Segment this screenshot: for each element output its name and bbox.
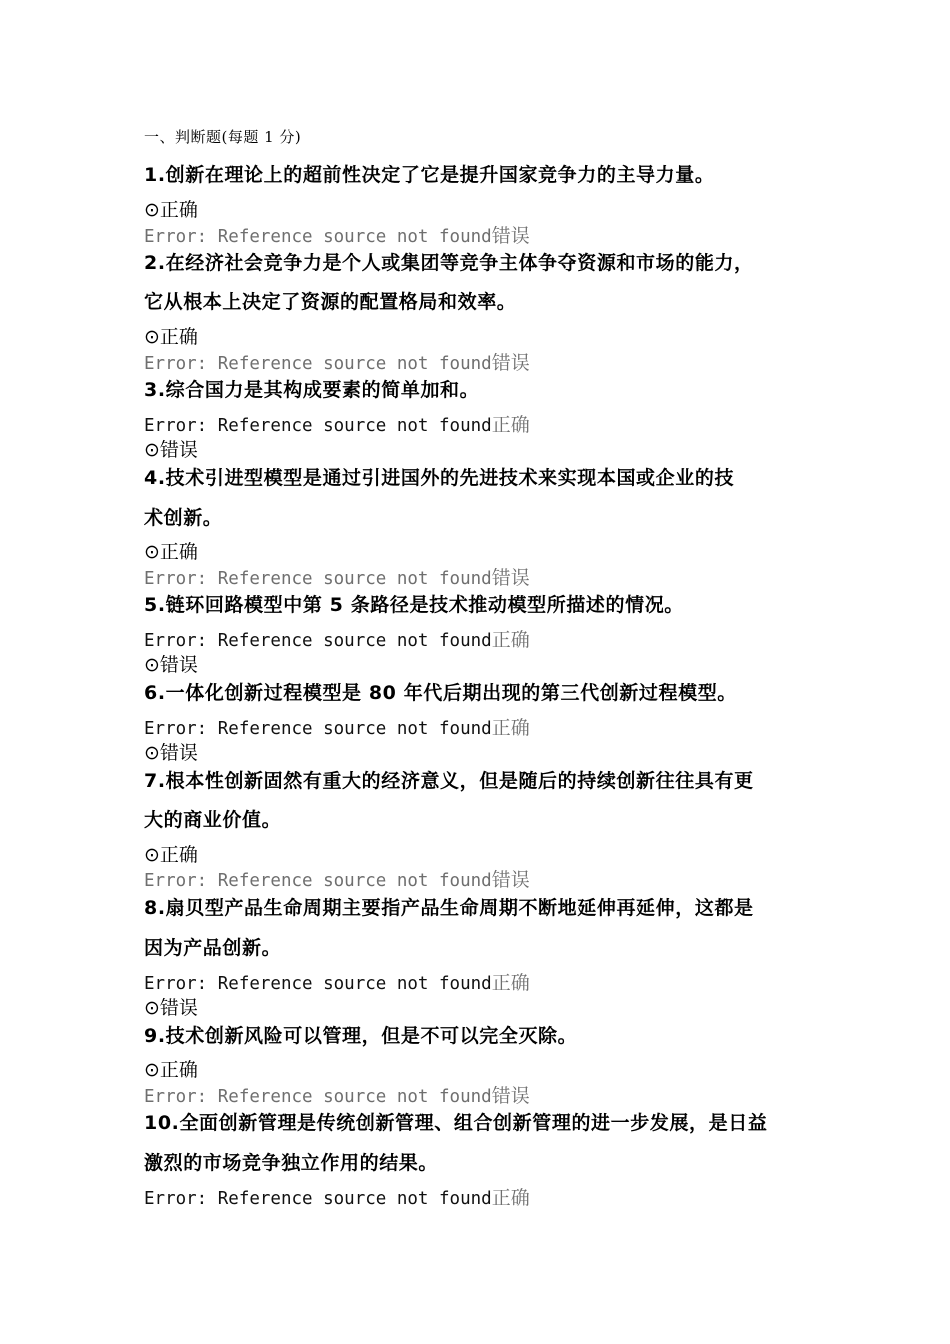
error-reference: Error: Reference source not found <box>144 974 492 994</box>
radio-selected-icon: ⊙ <box>144 1059 160 1081</box>
question-5-option-correct[interactable]: Error: Reference source not found正确 <box>144 629 530 651</box>
error-reference: Error: Reference source not found <box>144 569 492 589</box>
question-5-text: 5.链环回路模型中第 5 条路径是技术推动模型所描述的情况。 <box>144 594 684 616</box>
question-1-option-wrong[interactable]: Error: Reference source not found错误 <box>144 225 530 247</box>
section-title: 一、判断题(每题 1 分) <box>144 128 302 146</box>
question-10-text-line2: 激烈的市场竞争独立作用的结果。 <box>144 1152 439 1174</box>
error-reference: Error: Reference source not found <box>144 871 492 891</box>
question-1-text: 1.创新在理论上的超前性决定了它是提升国家竞争力的主导力量。 <box>144 164 715 186</box>
question-5-option-wrong[interactable]: ⊙错误 <box>144 654 198 676</box>
radio-selected-icon: ⊙ <box>144 326 160 348</box>
question-2-text-line2: 它从根本上决定了资源的配置格局和效率。 <box>144 291 517 313</box>
question-7-text-line1: 7.根本性创新固然有重大的经济意义，但是随后的持续创新往往具有更 <box>144 770 754 792</box>
radio-selected-icon: ⊙ <box>144 541 160 563</box>
question-6-option-correct[interactable]: Error: Reference source not found正确 <box>144 717 530 739</box>
question-2-option-wrong[interactable]: Error: Reference source not found错误 <box>144 352 530 374</box>
error-reference: Error: Reference source not found <box>144 631 492 651</box>
question-1-option-correct[interactable]: ⊙正确 <box>144 199 198 221</box>
question-4-option-wrong[interactable]: Error: Reference source not found错误 <box>144 567 530 589</box>
question-8-text-line2: 因为产品创新。 <box>144 937 282 959</box>
radio-selected-icon: ⊙ <box>144 199 160 221</box>
question-9-text: 9.技术创新风险可以管理，但是不可以完全灭除。 <box>144 1025 578 1047</box>
error-reference: Error: Reference source not found <box>144 1189 492 1209</box>
error-reference: Error: Reference source not found <box>144 354 492 374</box>
question-2-text-line1: 2.在经济社会竞争力是个人或集团等竞争主体争夺资源和市场的能力， <box>144 252 754 274</box>
question-9-option-correct[interactable]: ⊙正确 <box>144 1059 198 1081</box>
error-reference: Error: Reference source not found <box>144 719 492 739</box>
question-6-text: 6.一体化创新过程模型是 80 年代后期出现的第三代创新过程模型。 <box>144 682 737 704</box>
radio-selected-icon: ⊙ <box>144 742 160 764</box>
question-10-option-correct[interactable]: Error: Reference source not found正确 <box>144 1187 530 1209</box>
question-8-option-wrong[interactable]: ⊙错误 <box>144 997 198 1019</box>
question-2-option-correct[interactable]: ⊙正确 <box>144 326 198 348</box>
error-reference: Error: Reference source not found <box>144 1087 492 1107</box>
question-10-text-line1: 10.全面创新管理是传统创新管理、组合创新管理的进一步发展，是日益 <box>144 1112 768 1134</box>
question-3-text: 3.综合国力是其构成要素的简单加和。 <box>144 379 480 401</box>
error-reference: Error: Reference source not found <box>144 416 492 436</box>
question-3-option-correct[interactable]: Error: Reference source not found正确 <box>144 414 530 436</box>
question-7-option-wrong[interactable]: Error: Reference source not found错误 <box>144 869 530 891</box>
question-4-text-line1: 4.技术引进型模型是通过引进国外的先进技术来实现本国或企业的技 <box>144 467 735 489</box>
radio-selected-icon: ⊙ <box>144 997 160 1019</box>
radio-selected-icon: ⊙ <box>144 439 160 461</box>
question-6-option-wrong[interactable]: ⊙错误 <box>144 742 198 764</box>
question-8-text-line1: 8.扇贝型产品生命周期主要指产品生命周期不断地延伸再延伸，这都是 <box>144 897 754 919</box>
question-9-option-wrong[interactable]: Error: Reference source not found错误 <box>144 1085 530 1107</box>
question-7-option-correct[interactable]: ⊙正确 <box>144 844 198 866</box>
question-8-option-correct[interactable]: Error: Reference source not found正确 <box>144 972 530 994</box>
question-4-option-correct[interactable]: ⊙正确 <box>144 541 198 563</box>
question-7-text-line2: 大的商业价值。 <box>144 809 282 831</box>
radio-selected-icon: ⊙ <box>144 844 160 866</box>
error-reference: Error: Reference source not found <box>144 227 492 247</box>
question-4-text-line2: 术创新。 <box>144 507 223 529</box>
radio-selected-icon: ⊙ <box>144 654 160 676</box>
question-3-option-wrong[interactable]: ⊙错误 <box>144 439 198 461</box>
